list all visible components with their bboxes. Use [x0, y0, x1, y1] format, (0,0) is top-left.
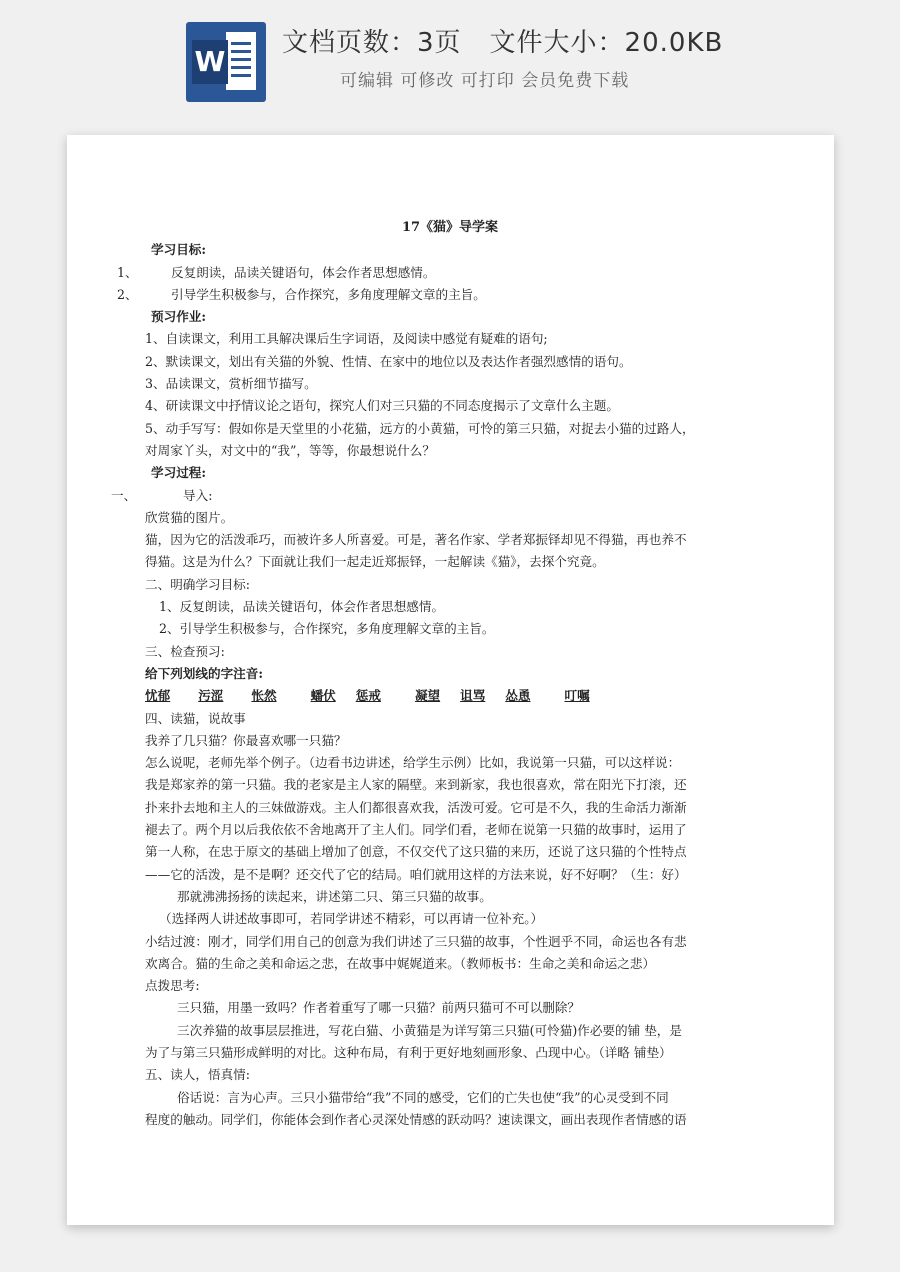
paragraph-line: 那就沸沸扬扬的读起来，讲述第二只、第三只猫的故事。	[177, 888, 492, 904]
pinyin-word: 凝望	[414, 688, 441, 704]
paragraph-line: 我养了几只猫？你最喜欢哪一只猫？	[145, 732, 347, 748]
document-page	[67, 135, 834, 1225]
pinyin-word: 诅骂	[460, 688, 486, 704]
paragraph-line: 得猫。这是为什么？下面就让我们一起走近郑振铎，一起解读《猫》，去探个究竟。	[145, 554, 605, 570]
paragraph-line: 俗话说：言为心声。三只小猫带给“我”不同的感受，它们的亡失也使“我”的心灵受到不同	[177, 1089, 669, 1105]
paragraph-line: 第一人称，在忠于原文的基础上增加了创意，不仅交代了这只猫的来历，还说了这只猫的个性特点	[145, 844, 687, 860]
download-header	[0, 0, 900, 120]
process-heading: 学习过程:	[151, 465, 207, 481]
homework-item: 4、研读课文中抒情议论之语句，探究人们对三只猫的不同态度揭示了文章什么主题。	[145, 398, 619, 414]
pinyin-word: 怂恿	[505, 688, 531, 704]
homework-item: 2、默读课文，划出有关猫的外貌、性情、在家中的地位以及表达作者强烈感情的语句。	[145, 353, 632, 369]
homework-item: 5、动手写写：假如你是天堂里的小花猫，远方的小黄猫，可怜的第三只猫，对捉去小猫的过路人，	[145, 420, 695, 436]
paragraph-line: 怎么说呢，老师先举个例子。（边看书边讲述，给学生示例）比如，我说第一只猫，可以这样说：	[145, 755, 681, 771]
homework-heading: 预习作业:	[151, 309, 207, 325]
file-info	[282, 22, 723, 59]
paragraph-line: 点拨思考:	[145, 978, 200, 994]
word-letter: W	[192, 40, 228, 84]
feature-list: 可编辑 可修改 可打印 会员免费下载	[340, 71, 630, 91]
paragraph-line: （选择两人讲述故事即可，若同学讲述不精彩，可以再请一位补充。）	[159, 911, 544, 927]
homework-item: 3、品读课文，赏析细节描写。	[145, 376, 317, 392]
list-item: 1、反复朗读，品读关键语句，体会作者思想感情。	[159, 599, 445, 615]
paragraph-line: ——它的活泼，是不是啊？还交代了它的结局。咱们就用这样的方法来说，好不好啊？（生：好）	[145, 866, 687, 882]
paragraph-line: 我是郑家养的第一只猫。我的老家是主人家的隔壁。来到新家，我也很喜欢，常在阳光下打滚，还	[145, 777, 687, 793]
document-content	[111, 217, 755, 1131]
document-title: 17《猫》导学案	[401, 220, 499, 235]
pinyin-word: 污涩	[198, 688, 224, 704]
pinyin-word: 怅然	[251, 688, 277, 704]
paragraph-line: 扑来扑去地和主人的三妹做游戏。主人们都很喜欢我，活泼可爱。它可是不久，我的生命活力渐渐	[145, 799, 687, 815]
paragraph-line: 褪去了。两个月以后我依依不舍地离开了主人们。同学们看，老师在说第一只猫的故事时，运用了	[145, 822, 687, 838]
page-count: 文档页数：3页	[282, 28, 462, 58]
pinyin-word: 忧郁	[145, 688, 171, 704]
section-heading: 一、 导入:	[111, 487, 213, 503]
goal-item: 2、 引导学生积极参与，合作探究，多角度理解文章的主旨。	[117, 286, 486, 302]
paragraph-line: 程度的触动。同学们，你能体会到作者心灵深处情感的跃动吗？速读课文，画出表现作者情感的语	[145, 1111, 687, 1127]
section-heading: 二、明确学习目标:	[145, 576, 250, 592]
paragraph-line: 为了与第三只猫形成鲜明的对比。这种布局，有利于更好地刻画形象、凸现中心。（详略 铺垫）	[145, 1044, 672, 1060]
word-document-icon	[186, 22, 266, 102]
paragraph-line: 猫，因为它的活泼乖巧，而被许多人所喜爱。可是，著名作家、学者郑振铎却见不得猫，再也养不	[145, 532, 687, 548]
homework-item: 1、自读课文，利用工具解决课后生字词语，及阅读中感觉有疑难的语句;	[145, 331, 548, 347]
paragraph-line: 三只猫，用墨一致吗？作者着重写了哪一只猫？前两只猫可不可以删除？	[177, 1000, 580, 1016]
pinyin-word: 惩戒	[355, 688, 381, 704]
homework-item: 对周家丫头，对文中的“我”，等等，你最想说什么？	[145, 442, 435, 458]
paragraph-line: 三次养猫的故事层层推进，写花白猫、小黄猫是为详写第三只猫(可怜猫)作必要的铺 垫，是	[177, 1022, 682, 1038]
goal-item: 1、 反复朗读，品读关键语句，体会作者思想感情。	[117, 264, 436, 280]
paragraph-line: 小结过渡：刚才，同学们用自己的创意为我们讲述了三只猫的故事，个性迥乎不同，命运也各有悲	[145, 933, 687, 949]
pinyin-word: 叮嘱	[564, 688, 590, 704]
section-heading: 四、读猫，说故事	[145, 710, 246, 726]
list-item: 2、引导学生积极参与，合作探究，多角度理解文章的主旨。	[159, 621, 495, 637]
pinyin-word: 蟠伏	[310, 688, 336, 704]
paragraph-line: 欢离合。猫的生命之美和命运之悲，在故事中娓娓道来。（教师板书：生命之美和命运之悲）	[145, 955, 656, 971]
section-heading: 五、读人，悟真情:	[145, 1067, 250, 1083]
file-size: 文件大小：20.0KB	[489, 28, 724, 58]
paragraph-line: 欣赏猫的图片。	[145, 509, 234, 525]
goals-heading: 学习目标:	[151, 242, 207, 258]
pinyin-word-list	[145, 685, 755, 707]
section-heading: 三、检查预习:	[145, 643, 225, 659]
pinyin-heading: 给下列划线的字注音:	[145, 665, 263, 681]
